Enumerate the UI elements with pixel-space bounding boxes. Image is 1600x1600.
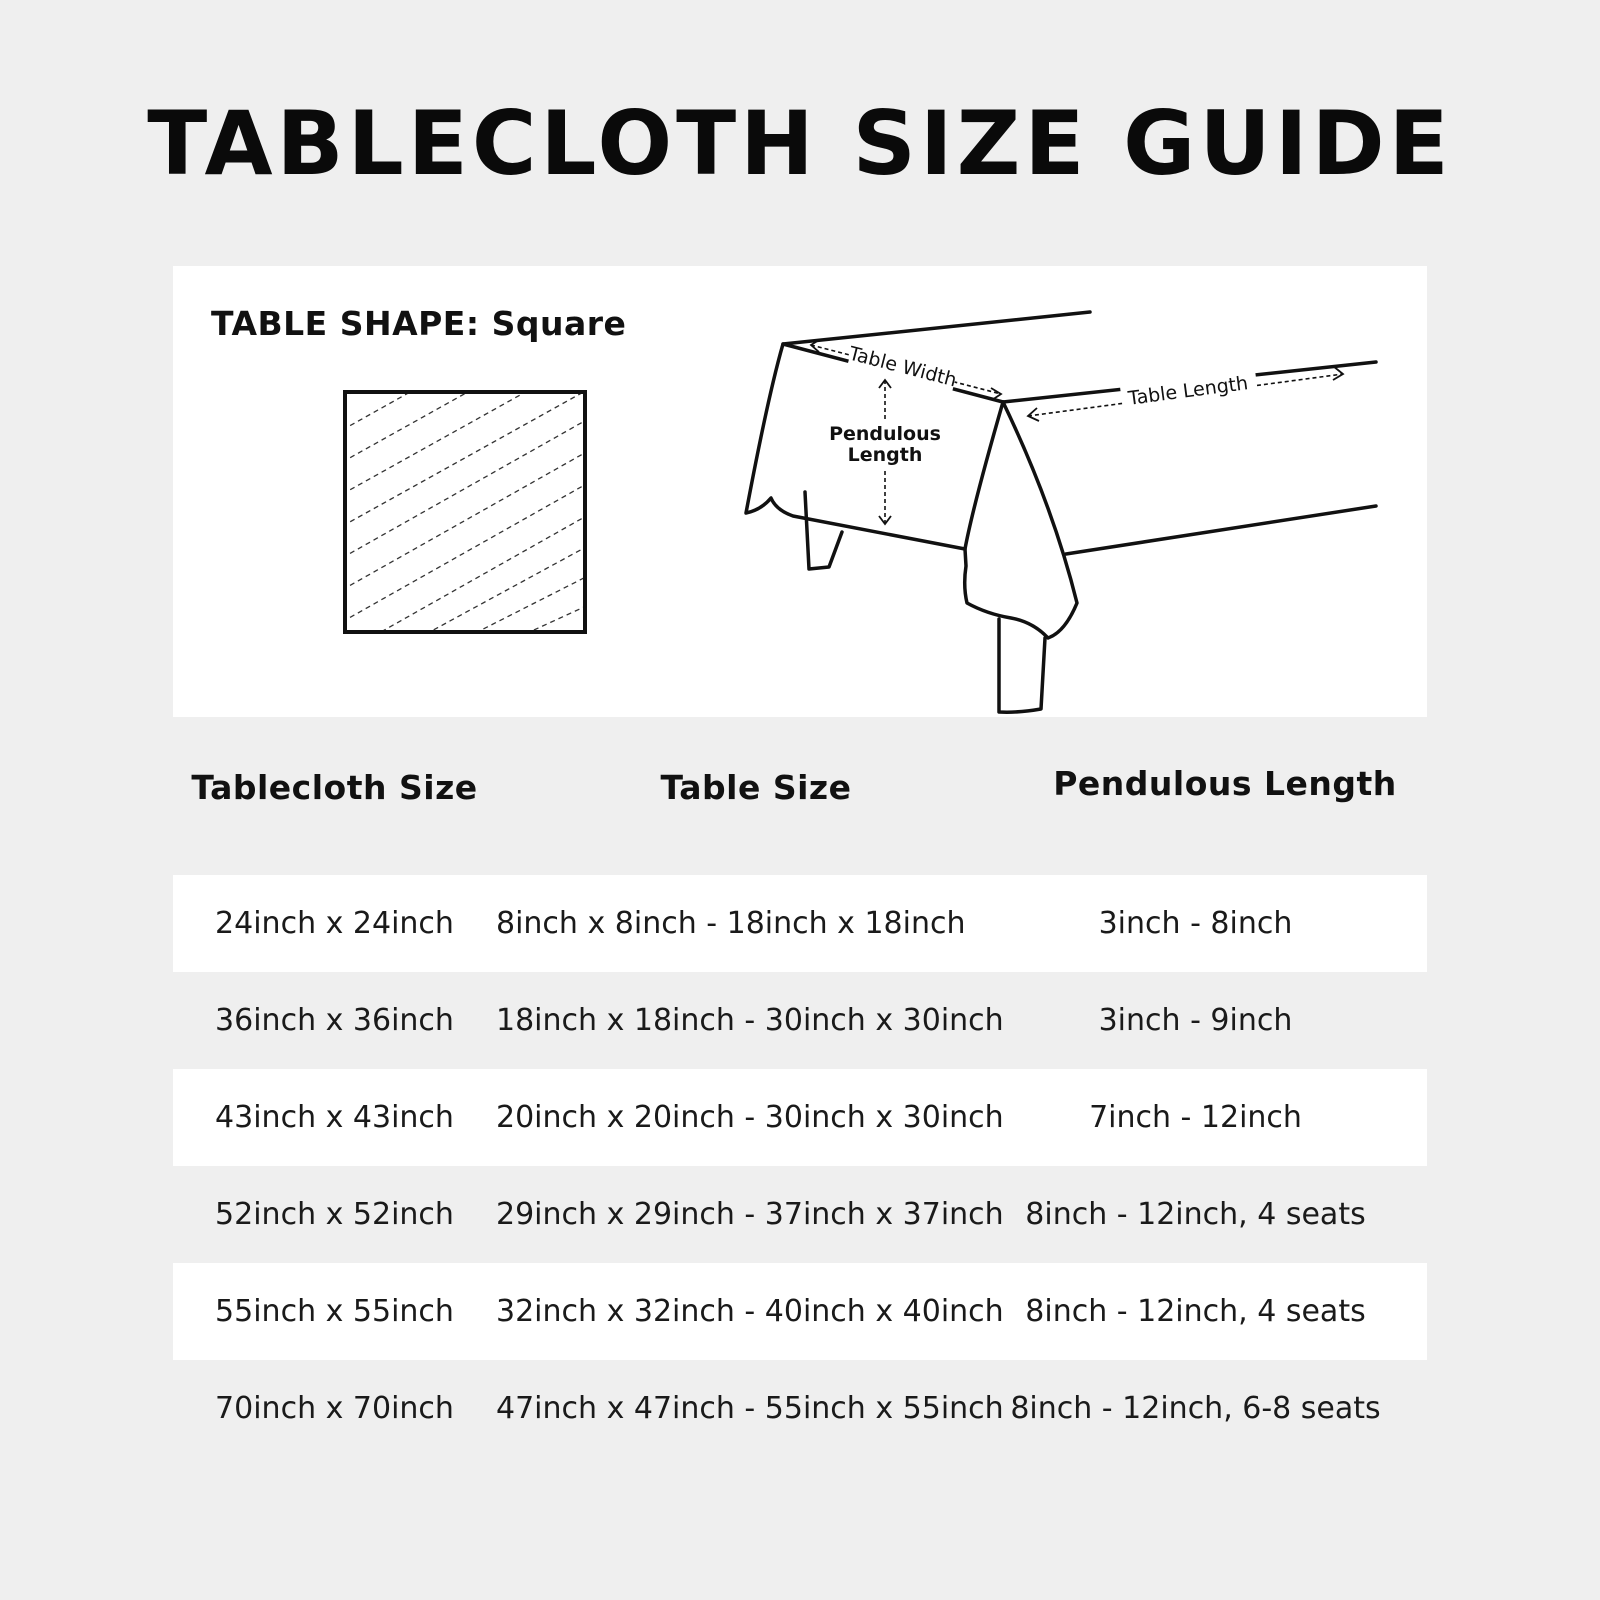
table-length-label: Table Length <box>1126 372 1250 410</box>
pendulous-length-cell: 8inch - 12inch, 4 seats <box>1025 1197 1366 1232</box>
pendulous-length-cell: 7inch - 12inch <box>1089 1100 1302 1135</box>
table-row <box>173 1360 1427 1457</box>
table-size-cell: 47inch x 47inch - 55inch x 55inch <box>496 1391 1004 1426</box>
table-width-label: Table Width <box>846 342 959 392</box>
tablecloth-size-cell: 52inch x 52inch <box>215 1197 454 1232</box>
pendulous-length-cell: 3inch - 8inch <box>1098 906 1293 941</box>
pendulous-label-line1: Pendulous <box>829 423 941 445</box>
table-size-cell: 29inch x 29inch - 37inch x 37inch <box>496 1197 1004 1232</box>
table-diagram <box>173 266 1427 717</box>
pendulous-length-cell: 8inch - 12inch, 4 seats <box>1025 1294 1366 1329</box>
pendulous-length-cell: 3inch - 9inch <box>1098 1003 1293 1038</box>
tablecloth-size-cell: 24inch x 24inch <box>215 906 454 941</box>
table-row <box>173 1069 1427 1166</box>
table-row <box>173 1263 1427 1360</box>
page-title: TABLECLOTH SIZE GUIDE <box>147 92 1453 195</box>
table-row <box>173 972 1427 1069</box>
table-shape-value: Square <box>491 304 627 343</box>
table-size-cell: 18inch x 18inch - 30inch x 30inch <box>496 1003 1004 1038</box>
tablecloth-size-cell: 36inch x 36inch <box>215 1003 454 1038</box>
table-row <box>173 1166 1427 1263</box>
size-table <box>173 875 1427 1457</box>
tablecloth-size-cell: 55inch x 55inch <box>215 1294 454 1329</box>
table-size-cell: 8inch x 8inch - 18inch x 18inch <box>496 906 966 941</box>
table-row <box>173 875 1427 972</box>
tablecloth-size-cell: 43inch x 43inch <box>215 1100 454 1135</box>
column-header-tablecloth-size: Tablecloth Size <box>191 768 478 807</box>
table-size-cell: 32inch x 32inch - 40inch x 40inch <box>496 1294 1004 1329</box>
pendulous-length-cell: 8inch - 12inch, 6-8 seats <box>1010 1391 1381 1426</box>
column-header-table-size: Table Size <box>660 768 852 807</box>
column-header-pendulous-length: Pendulous Length <box>1053 764 1397 803</box>
pendulous-label-line2: Length <box>847 444 923 466</box>
table-shape-panel <box>173 266 1427 717</box>
table-shape-key: TABLE SHAPE: <box>211 304 480 343</box>
table-size-cell: 20inch x 20inch - 30inch x 30inch <box>496 1100 1004 1135</box>
tablecloth-size-cell: 70inch x 70inch <box>215 1391 454 1426</box>
